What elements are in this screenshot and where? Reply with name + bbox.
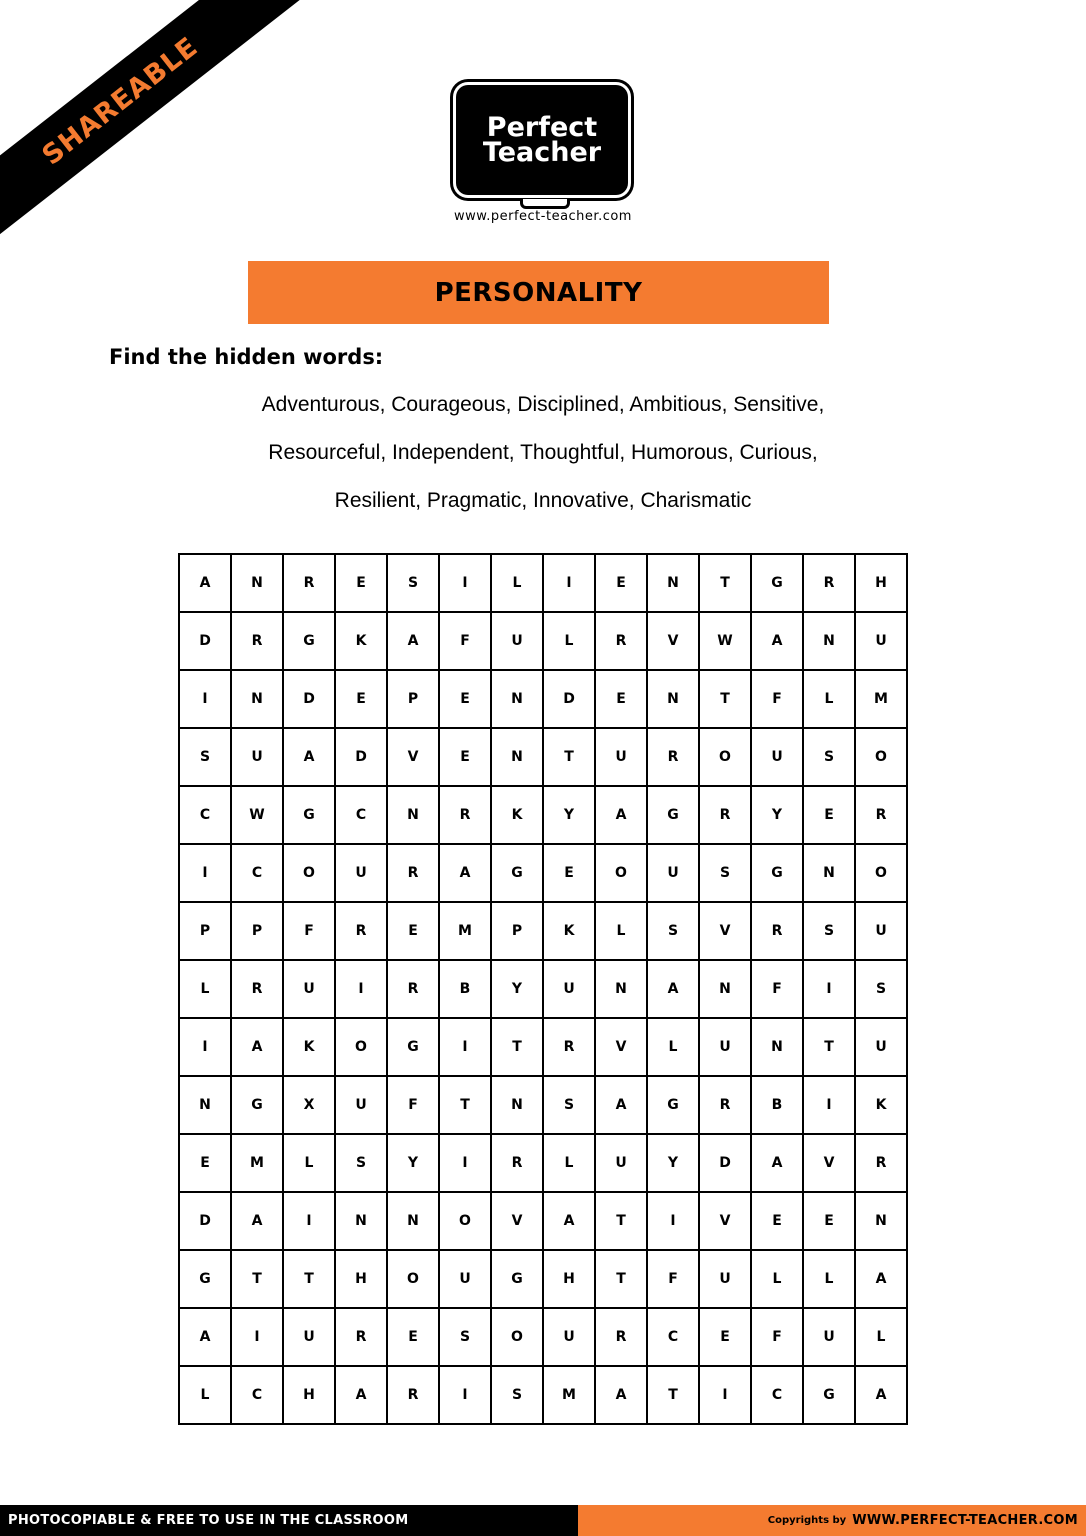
- copyright-label: Copyrights by: [767, 1515, 847, 1526]
- grid-cell[interactable]: E: [595, 670, 647, 728]
- grid-cell[interactable]: U: [699, 1018, 751, 1076]
- grid-cell[interactable]: A: [543, 1192, 595, 1250]
- logo-stand: [520, 199, 570, 209]
- grid-row: [179, 670, 907, 728]
- grid-row: [179, 1366, 907, 1424]
- grid-cell[interactable]: O: [595, 844, 647, 902]
- grid-cell[interactable]: O: [699, 728, 751, 786]
- grid-cell[interactable]: N: [387, 1192, 439, 1250]
- grid-cell[interactable]: T: [491, 1018, 543, 1076]
- grid-cell[interactable]: D: [283, 670, 335, 728]
- grid-cell[interactable]: R: [595, 612, 647, 670]
- grid-cell[interactable]: L: [751, 1250, 803, 1308]
- grid-cell[interactable]: A: [179, 1308, 231, 1366]
- grid-cell[interactable]: L: [179, 960, 231, 1018]
- grid-cell[interactable]: O: [387, 1250, 439, 1308]
- grid-cell[interactable]: L: [491, 554, 543, 612]
- grid-cell[interactable]: R: [439, 786, 491, 844]
- grid-cell[interactable]: D: [179, 612, 231, 670]
- grid-cell[interactable]: E: [439, 728, 491, 786]
- grid-cell[interactable]: S: [803, 902, 855, 960]
- grid-cell[interactable]: F: [751, 960, 803, 1018]
- grid-cell[interactable]: N: [387, 786, 439, 844]
- grid-cell[interactable]: N: [803, 844, 855, 902]
- grid-cell[interactable]: L: [595, 902, 647, 960]
- grid-cell[interactable]: A: [855, 1366, 907, 1424]
- grid-cell[interactable]: Y: [751, 786, 803, 844]
- grid-cell[interactable]: A: [231, 1192, 283, 1250]
- grid-cell[interactable]: E: [751, 1192, 803, 1250]
- grid-cell[interactable]: I: [283, 1192, 335, 1250]
- grid-cell[interactable]: I: [439, 554, 491, 612]
- grid-cell[interactable]: O: [335, 1018, 387, 1076]
- grid-cell[interactable]: D: [179, 1192, 231, 1250]
- grid-cell[interactable]: K: [283, 1018, 335, 1076]
- grid-cell[interactable]: O: [491, 1308, 543, 1366]
- grid-cell[interactable]: E: [439, 670, 491, 728]
- grid-cell[interactable]: I: [231, 1308, 283, 1366]
- grid-cell[interactable]: F: [283, 902, 335, 960]
- grid-cell[interactable]: U: [231, 728, 283, 786]
- grid-row: [179, 612, 907, 670]
- grid-cell[interactable]: I: [803, 1076, 855, 1134]
- grid-cell[interactable]: G: [491, 844, 543, 902]
- grid-cell[interactable]: R: [387, 844, 439, 902]
- grid-cell[interactable]: I: [439, 1366, 491, 1424]
- grid-cell[interactable]: G: [751, 844, 803, 902]
- grid-cell[interactable]: K: [335, 612, 387, 670]
- grid-cell[interactable]: S: [803, 728, 855, 786]
- grid-row: [179, 902, 907, 960]
- grid-cell[interactable]: K: [855, 1076, 907, 1134]
- grid-cell[interactable]: R: [387, 1366, 439, 1424]
- grid-cell[interactable]: N: [179, 1076, 231, 1134]
- grid-cell[interactable]: N: [335, 1192, 387, 1250]
- grid-cell[interactable]: M: [231, 1134, 283, 1192]
- grid-cell[interactable]: O: [855, 844, 907, 902]
- grid-cell[interactable]: R: [283, 554, 335, 612]
- grid-cell[interactable]: U: [335, 1076, 387, 1134]
- grid-cell[interactable]: L: [283, 1134, 335, 1192]
- grid-cell[interactable]: N: [751, 1018, 803, 1076]
- grid-cell[interactable]: W: [231, 786, 283, 844]
- grid-cell[interactable]: C: [647, 1308, 699, 1366]
- grid-cell[interactable]: C: [179, 786, 231, 844]
- grid-cell[interactable]: A: [855, 1250, 907, 1308]
- grid-cell[interactable]: A: [179, 554, 231, 612]
- grid-cell[interactable]: U: [751, 728, 803, 786]
- grid-cell[interactable]: A: [335, 1366, 387, 1424]
- page-title: PERSONALITY: [434, 277, 643, 308]
- grid-cell[interactable]: A: [283, 728, 335, 786]
- grid-cell[interactable]: R: [751, 902, 803, 960]
- grid-cell[interactable]: S: [179, 728, 231, 786]
- grid-cell[interactable]: N: [491, 728, 543, 786]
- grid-cell[interactable]: T: [699, 554, 751, 612]
- grid-cell[interactable]: E: [803, 1192, 855, 1250]
- grid-cell[interactable]: U: [439, 1250, 491, 1308]
- grid-cell[interactable]: U: [647, 844, 699, 902]
- grid-cell[interactable]: A: [439, 844, 491, 902]
- word-list-line-1: Adventurous, Courageous, Disciplined, Ambitious, Sensitive,: [261, 393, 825, 416]
- grid-cell[interactable]: T: [647, 1366, 699, 1424]
- grid-cell[interactable]: O: [283, 844, 335, 902]
- grid-cell[interactable]: W: [699, 612, 751, 670]
- grid-cell[interactable]: S: [543, 1076, 595, 1134]
- grid-cell[interactable]: R: [387, 960, 439, 1018]
- grid-cell[interactable]: Y: [647, 1134, 699, 1192]
- grid-cell[interactable]: U: [595, 728, 647, 786]
- grid-cell[interactable]: V: [387, 728, 439, 786]
- grid-cell[interactable]: I: [439, 1018, 491, 1076]
- grid-cell[interactable]: K: [491, 786, 543, 844]
- grid-cell[interactable]: F: [439, 612, 491, 670]
- grid-cell[interactable]: L: [543, 612, 595, 670]
- grid-cell[interactable]: U: [543, 960, 595, 1018]
- grid-cell[interactable]: T: [595, 1192, 647, 1250]
- grid-cell[interactable]: M: [543, 1366, 595, 1424]
- grid-cell[interactable]: D: [335, 728, 387, 786]
- grid-cell[interactable]: U: [855, 612, 907, 670]
- grid-cell[interactable]: T: [439, 1076, 491, 1134]
- logo: [456, 85, 628, 195]
- footer-right: [578, 1505, 1086, 1536]
- grid-cell[interactable]: U: [803, 1308, 855, 1366]
- grid-cell[interactable]: E: [179, 1134, 231, 1192]
- grid-cell[interactable]: R: [595, 1308, 647, 1366]
- grid-row: [179, 786, 907, 844]
- grid-cell[interactable]: A: [387, 612, 439, 670]
- grid-cell[interactable]: Y: [387, 1134, 439, 1192]
- grid-cell[interactable]: S: [491, 1366, 543, 1424]
- grid-cell[interactable]: G: [179, 1250, 231, 1308]
- grid-cell[interactable]: T: [699, 670, 751, 728]
- grid-cell[interactable]: E: [335, 554, 387, 612]
- grid-cell[interactable]: M: [439, 902, 491, 960]
- grid-cell[interactable]: A: [647, 960, 699, 1018]
- grid-cell[interactable]: G: [283, 786, 335, 844]
- grid-cell[interactable]: V: [803, 1134, 855, 1192]
- grid-cell[interactable]: H: [283, 1366, 335, 1424]
- grid-cell[interactable]: D: [699, 1134, 751, 1192]
- grid-cell[interactable]: Y: [543, 786, 595, 844]
- grid-cell[interactable]: N: [699, 960, 751, 1018]
- grid-cell[interactable]: A: [595, 1366, 647, 1424]
- word-search-grid: [178, 553, 908, 1425]
- grid-cell[interactable]: R: [699, 786, 751, 844]
- grid-cell[interactable]: R: [543, 1018, 595, 1076]
- title-bar: [248, 261, 829, 324]
- grid-cell[interactable]: I: [647, 1192, 699, 1250]
- grid-cell[interactable]: I: [179, 670, 231, 728]
- grid-cell[interactable]: A: [595, 1076, 647, 1134]
- grid-row: [179, 1192, 907, 1250]
- grid-cell[interactable]: L: [803, 670, 855, 728]
- grid-cell[interactable]: H: [855, 554, 907, 612]
- grid-cell[interactable]: S: [335, 1134, 387, 1192]
- grid-cell[interactable]: S: [699, 844, 751, 902]
- grid-cell[interactable]: S: [439, 1308, 491, 1366]
- grid-cell[interactable]: F: [647, 1250, 699, 1308]
- word-list-line-2: Resourceful, Independent, Thoughtful, Humorous, Curious,: [268, 441, 818, 464]
- grid-cell[interactable]: N: [491, 1076, 543, 1134]
- grid-cell[interactable]: M: [855, 670, 907, 728]
- grid-cell[interactable]: G: [647, 1076, 699, 1134]
- grid-cell[interactable]: P: [231, 902, 283, 960]
- grid-cell[interactable]: T: [543, 728, 595, 786]
- grid-cell[interactable]: P: [179, 902, 231, 960]
- grid-cell[interactable]: E: [387, 902, 439, 960]
- grid-cell[interactable]: R: [855, 786, 907, 844]
- grid-cell[interactable]: G: [283, 612, 335, 670]
- grid-row: [179, 960, 907, 1018]
- grid-cell[interactable]: A: [595, 786, 647, 844]
- grid-cell[interactable]: U: [283, 1308, 335, 1366]
- grid-cell[interactable]: V: [595, 1018, 647, 1076]
- grid-cell[interactable]: V: [699, 902, 751, 960]
- grid-cell[interactable]: R: [699, 1076, 751, 1134]
- grid-cell[interactable]: N: [491, 670, 543, 728]
- grid-cell[interactable]: L: [179, 1366, 231, 1424]
- grid-cell[interactable]: U: [699, 1250, 751, 1308]
- grid-cell[interactable]: U: [855, 902, 907, 960]
- grid-cell[interactable]: I: [803, 960, 855, 1018]
- grid-cell[interactable]: R: [335, 902, 387, 960]
- grid-cell[interactable]: G: [387, 1018, 439, 1076]
- grid-cell[interactable]: I: [335, 960, 387, 1018]
- grid-cell[interactable]: L: [543, 1134, 595, 1192]
- grid-cell[interactable]: E: [387, 1308, 439, 1366]
- grid-cell[interactable]: R: [855, 1134, 907, 1192]
- grid-cell[interactable]: N: [647, 554, 699, 612]
- grid-cell[interactable]: H: [543, 1250, 595, 1308]
- logo-line-1: Perfect: [486, 112, 598, 143]
- grid-cell[interactable]: I: [179, 844, 231, 902]
- grid-cell[interactable]: B: [439, 960, 491, 1018]
- grid-cell[interactable]: G: [647, 786, 699, 844]
- grid-row: [179, 728, 907, 786]
- footer-site-link[interactable]: WWW.PERFECT-TEACHER.COM: [852, 1513, 1078, 1528]
- grid-cell[interactable]: N: [647, 670, 699, 728]
- ribbon-label: SHAREABLE: [36, 30, 204, 172]
- grid-cell[interactable]: A: [751, 1134, 803, 1192]
- grid-cell[interactable]: K: [543, 902, 595, 960]
- grid-cell[interactable]: U: [543, 1308, 595, 1366]
- grid-cell[interactable]: S: [855, 960, 907, 1018]
- instructions-heading: Find the hidden words:: [109, 345, 384, 369]
- grid-cell[interactable]: H: [335, 1250, 387, 1308]
- grid-cell[interactable]: T: [231, 1250, 283, 1308]
- grid-cell[interactable]: N: [855, 1192, 907, 1250]
- grid-cell[interactable]: X: [283, 1076, 335, 1134]
- grid-cell[interactable]: E: [595, 554, 647, 612]
- word-list-line-3: Resilient, Pragmatic, Innovative, Charismatic: [334, 489, 752, 512]
- grid-row: [179, 844, 907, 902]
- grid-cell[interactable]: E: [803, 786, 855, 844]
- grid-row: [179, 1134, 907, 1192]
- grid-cell[interactable]: O: [439, 1192, 491, 1250]
- grid-cell[interactable]: V: [647, 612, 699, 670]
- grid-cell[interactable]: C: [751, 1366, 803, 1424]
- grid-cell[interactable]: E: [335, 670, 387, 728]
- grid-cell[interactable]: L: [855, 1308, 907, 1366]
- footer-left: [0, 1505, 578, 1536]
- grid-row: [179, 1308, 907, 1366]
- shareable-ribbon: [0, 0, 309, 258]
- grid-cell[interactable]: G: [751, 554, 803, 612]
- grid-cell[interactable]: O: [855, 728, 907, 786]
- grid-cell[interactable]: F: [751, 1308, 803, 1366]
- grid-cell[interactable]: I: [543, 554, 595, 612]
- grid-cell[interactable]: R: [803, 554, 855, 612]
- grid-cell[interactable]: B: [751, 1076, 803, 1134]
- grid-cell[interactable]: L: [803, 1250, 855, 1308]
- grid-row: [179, 1076, 907, 1134]
- grid-cell[interactable]: S: [387, 554, 439, 612]
- grid-cell[interactable]: Y: [491, 960, 543, 1018]
- grid-cell[interactable]: R: [335, 1308, 387, 1366]
- grid-cell[interactable]: U: [855, 1018, 907, 1076]
- grid-cell[interactable]: P: [387, 670, 439, 728]
- grid-cell[interactable]: E: [543, 844, 595, 902]
- grid-cell[interactable]: U: [283, 960, 335, 1018]
- grid-cell[interactable]: D: [543, 670, 595, 728]
- grid-cell[interactable]: C: [335, 786, 387, 844]
- grid-row: [179, 1018, 907, 1076]
- grid-cell[interactable]: G: [231, 1076, 283, 1134]
- grid-cell[interactable]: R: [491, 1134, 543, 1192]
- grid-cell[interactable]: S: [647, 902, 699, 960]
- grid-cell[interactable]: T: [283, 1250, 335, 1308]
- grid-row: [179, 1250, 907, 1308]
- grid-cell[interactable]: U: [335, 844, 387, 902]
- grid-cell[interactable]: T: [595, 1250, 647, 1308]
- grid-cell[interactable]: I: [699, 1366, 751, 1424]
- grid-cell[interactable]: C: [231, 844, 283, 902]
- grid-cell[interactable]: G: [491, 1250, 543, 1308]
- grid-cell[interactable]: V: [491, 1192, 543, 1250]
- grid-cell[interactable]: T: [803, 1018, 855, 1076]
- grid-cell[interactable]: N: [231, 670, 283, 728]
- logo-line-2: Teacher: [482, 137, 602, 168]
- grid-cell[interactable]: N: [231, 554, 283, 612]
- grid-cell[interactable]: R: [231, 960, 283, 1018]
- grid-cell[interactable]: N: [803, 612, 855, 670]
- grid-cell[interactable]: R: [231, 612, 283, 670]
- grid-cell[interactable]: R: [647, 728, 699, 786]
- grid-cell[interactable]: P: [491, 902, 543, 960]
- grid-cell[interactable]: I: [439, 1134, 491, 1192]
- logo-url: www.perfect-teacher.com: [454, 209, 632, 224]
- grid-cell[interactable]: V: [699, 1192, 751, 1250]
- grid-cell[interactable]: N: [595, 960, 647, 1018]
- grid-cell[interactable]: C: [231, 1366, 283, 1424]
- grid-cell[interactable]: A: [751, 612, 803, 670]
- grid-cell[interactable]: A: [231, 1018, 283, 1076]
- grid-cell[interactable]: L: [647, 1018, 699, 1076]
- grid-cell[interactable]: F: [751, 670, 803, 728]
- footer-notice: PHOTOCOPIABLE & FREE TO USE IN THE CLASSROOM: [8, 1513, 409, 1528]
- grid-cell[interactable]: U: [491, 612, 543, 670]
- grid-row: [179, 554, 907, 612]
- grid-cell[interactable]: U: [595, 1134, 647, 1192]
- grid-cell[interactable]: I: [179, 1018, 231, 1076]
- grid-cell[interactable]: G: [803, 1366, 855, 1424]
- grid-cell[interactable]: E: [699, 1308, 751, 1366]
- grid-cell[interactable]: F: [387, 1076, 439, 1134]
